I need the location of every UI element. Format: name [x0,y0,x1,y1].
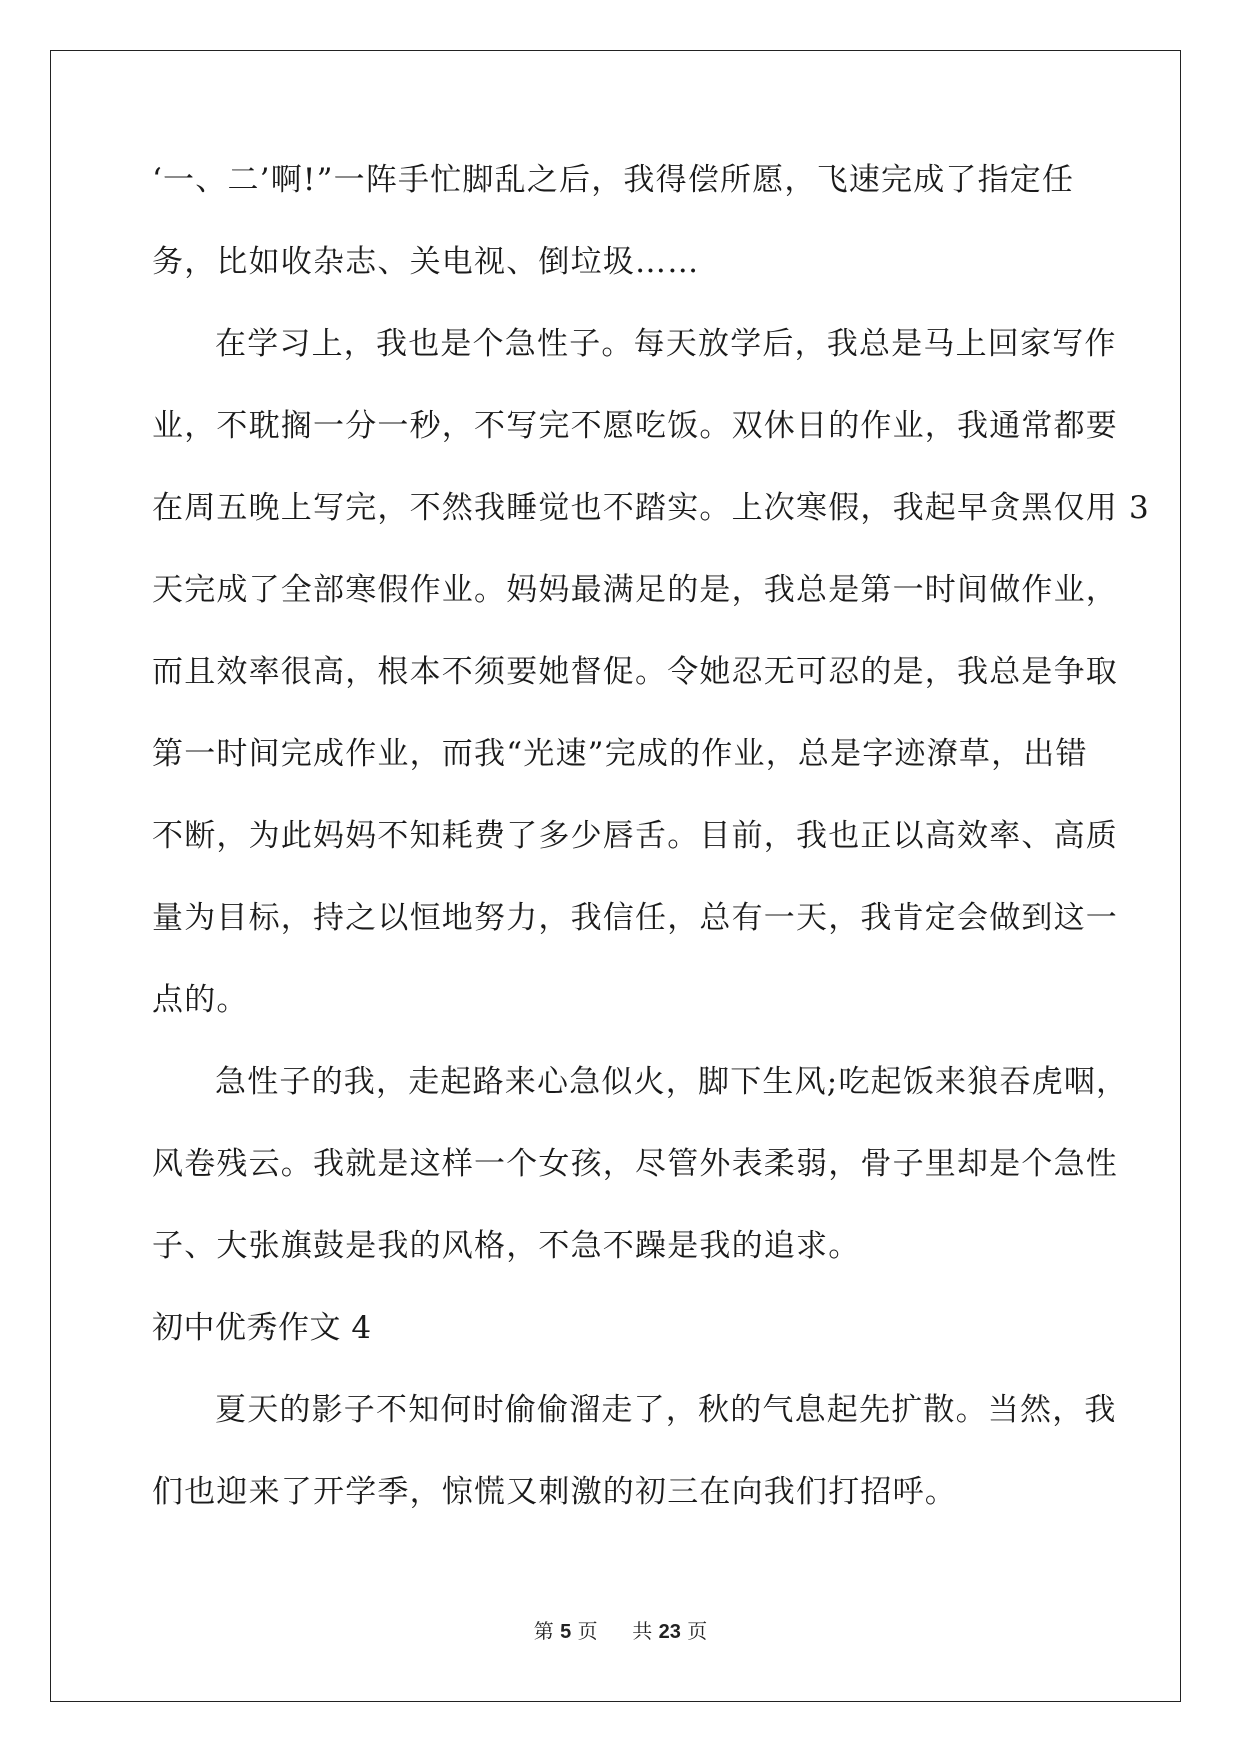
page-footer [0,1615,1241,1644]
footer-page-suffix: 页 [577,1619,598,1643]
text-line: 天完成了全部寒假作业。妈妈最满足的是，我总是第一时间做作业， [152,572,1118,608]
footer-prefix: 第 [533,1619,554,1643]
text-line: 在学习上，我也是个急性子。每天放学后，我总是马上回家写作 [215,326,1117,362]
section-heading: 初中优秀作文 4 [152,1310,372,1346]
text-line: 而且效率很高，根本不须要她督促。令她忍无可忍的是，我总是争取 [152,654,1118,690]
text-line: ‘一、二’啊!”一阵手忙脚乱之后，我得偿所愿，飞速完成了指定任 [152,162,1075,198]
text-line: 第一时间完成作业，而我“光速”完成的作业，总是字迹潦草，出错 [152,736,1088,772]
document-body [152,160,1150,1512]
text-line: 急性子的我，走起路来心急似火，脚下生风;吃起饭来狼吞虎咽， [215,1064,1129,1100]
text-line: 不断，为此妈妈不知耗费了多少唇舌。目前，我也正以高效率、高质 [152,818,1118,854]
text-line: 夏天的影子不知何时偷偷溜走了，秋的气息起先扩散。当然，我 [215,1392,1117,1428]
text-line: 在周五晚上写完，不然我睡觉也不踏实。上次寒假，我起早贪黑仅用 3 [152,490,1150,526]
total-pages: 23 [658,1621,681,1643]
text-line: 业，不耽搁一分一秒，不写完不愿吃饭。双休日的作业，我通常都要 [152,408,1118,444]
text-line: 务，比如收杂志、关电视、倒垃圾…… [152,244,700,280]
footer-total-suffix: 页 [687,1619,708,1643]
page-number: 5 [560,1621,572,1643]
text-line: 们也迎来了开学季，惊慌又刺激的初三在向我们打招呼。 [152,1474,957,1510]
text-line: 子、大张旗鼓是我的风格，不急不躁是我的追求。 [152,1228,861,1264]
text-line: 风卷残云。我就是这样一个女孩，尽管外表柔弱，骨子里却是个急性 [152,1146,1118,1182]
footer-total-prefix: 共 [632,1619,653,1643]
text-line: 点的。 [152,982,249,1018]
text-line: 量为目标，持之以恒地努力，我信任，总有一天，我肯定会做到这一 [152,900,1118,936]
